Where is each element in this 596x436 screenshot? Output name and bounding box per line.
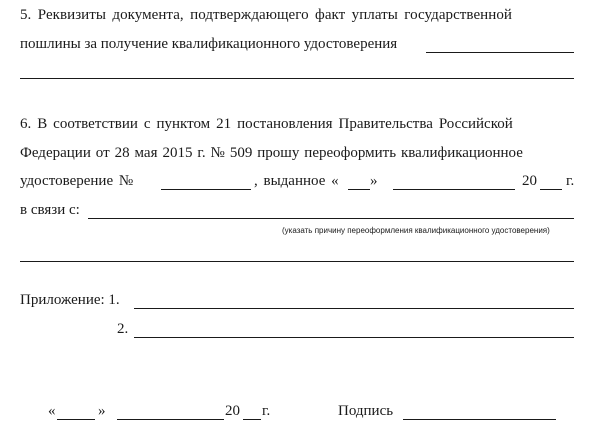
attachment-1-field[interactable]	[134, 308, 574, 309]
attachments-label: Приложение: 1.	[20, 292, 120, 308]
reason-caption: (указать причину переоформления квалификационного удостоверения)	[282, 226, 550, 235]
attachment-2-field[interactable]	[134, 337, 574, 338]
issue-month-field[interactable]	[393, 189, 515, 190]
section6-line1: 6. В соответствии с пунктом 21 постановления Правительства Российской	[20, 116, 513, 132]
signature-label: Подпись	[338, 403, 394, 419]
date-quote-open: «	[48, 403, 56, 419]
section5-line2: пошлины за получение квалификационного удостоверения	[20, 36, 398, 52]
issue-quote-close: »	[370, 173, 378, 189]
certificate-number-label: удостоверение №	[20, 173, 134, 189]
issue-year-prefix: 20	[522, 173, 537, 189]
date-year-suffix: г.	[262, 403, 271, 419]
issued-label: , выданное «	[254, 173, 339, 189]
reason-field-1[interactable]	[88, 218, 574, 219]
issue-day-field[interactable]	[348, 189, 370, 190]
section5-line1: 5. Реквизиты документа, подтверждающего факт уплаты государственной	[20, 7, 512, 23]
date-quote-close: »	[98, 403, 106, 419]
date-year-field[interactable]	[243, 419, 261, 420]
issue-year-suffix: г.	[566, 173, 575, 189]
payment-details-field-2[interactable]	[20, 78, 574, 79]
certificate-number-field[interactable]	[161, 189, 251, 190]
reason-field-2[interactable]	[20, 261, 574, 262]
signature-field[interactable]	[403, 419, 556, 420]
reason-label: в связи с:	[20, 202, 80, 218]
payment-details-field-1[interactable]	[426, 52, 574, 53]
attachment-2-number: 2.	[117, 321, 129, 337]
date-year-prefix: 20	[225, 403, 240, 419]
issue-year-field[interactable]	[540, 189, 562, 190]
date-day-field[interactable]	[57, 419, 95, 420]
section6-line2: Федерации от 28 мая 2015 г. № 509 прошу переоформить квалификационное	[20, 145, 523, 161]
date-month-field[interactable]	[117, 419, 224, 420]
